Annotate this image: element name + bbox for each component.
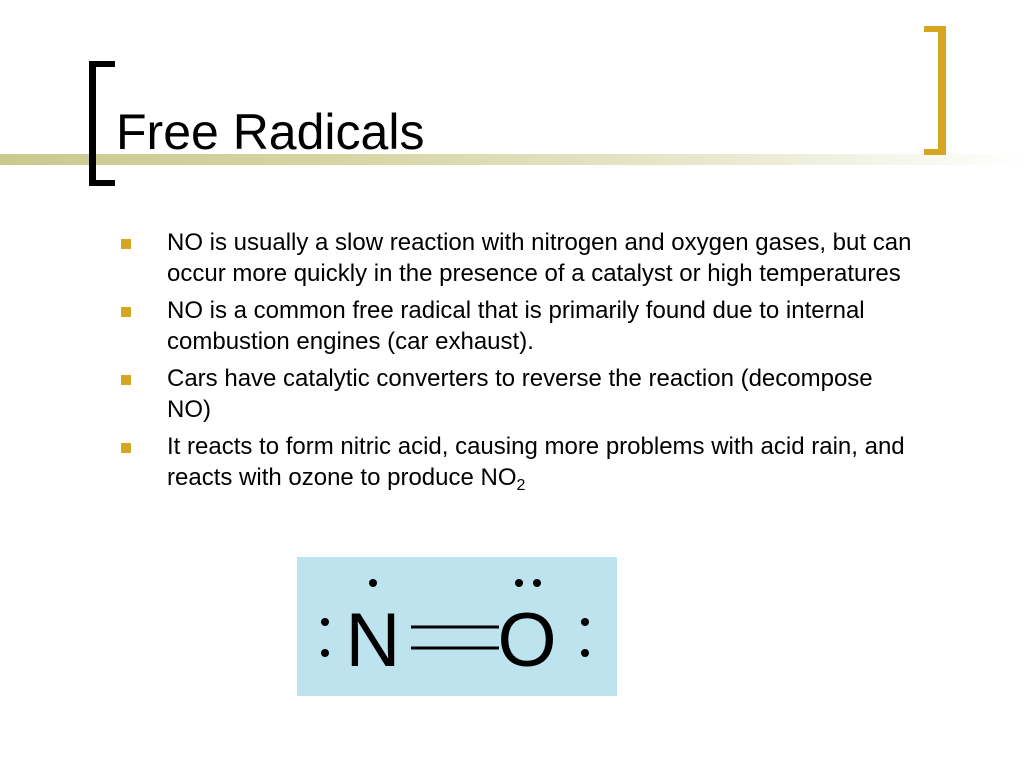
n-lone-pair-dot: [321, 649, 329, 657]
oxygen-atom-label: O: [497, 598, 557, 683]
left-bracket-decoration: [89, 61, 115, 186]
lewis-structure-diagram: [297, 557, 617, 696]
bullet-list: [114, 227, 914, 499]
bullet-item: [114, 363, 914, 425]
o-lone-pair-dot: [515, 579, 523, 587]
bullet-item: [114, 295, 914, 357]
slide-title: Free Radicals: [116, 104, 425, 160]
n-radical-electron-dot: [369, 579, 377, 587]
square-bullet-icon: [121, 307, 131, 317]
square-bullet-icon: [121, 443, 131, 453]
no2-subscript: 2: [516, 477, 526, 494]
right-bracket-decoration: [924, 26, 946, 155]
square-bullet-icon: [121, 239, 131, 249]
o-lone-pair-dot: [581, 618, 589, 626]
o-lone-pair-dot: [533, 579, 541, 587]
nitrogen-atom-label: N: [345, 598, 401, 683]
no-lewis-structure-image: [297, 557, 617, 696]
square-bullet-icon: [121, 375, 131, 385]
bullet-text: NO is usually a slow reaction with nitrogen and oxygen gases, but can occur more quickly in the presence of a catalyst or high temperatures: [167, 229, 912, 287]
bullet-text: NO is a common free radical that is primarily found due to internal combustion engines (car exhaust).: [167, 297, 865, 355]
bullet-text: [167, 433, 905, 494]
bullet-item: [114, 431, 914, 493]
bullet-item: [114, 227, 914, 289]
bullet-text: Cars have catalytic converters to reverse the reaction (decompose NO): [167, 365, 873, 423]
bullet-text-main: It reacts to form nitric acid, causing more problems with acid rain, and reacts with ozone to produce NO: [167, 433, 905, 491]
o-lone-pair-dot: [581, 649, 589, 657]
n-lone-pair-dot: [321, 618, 329, 626]
